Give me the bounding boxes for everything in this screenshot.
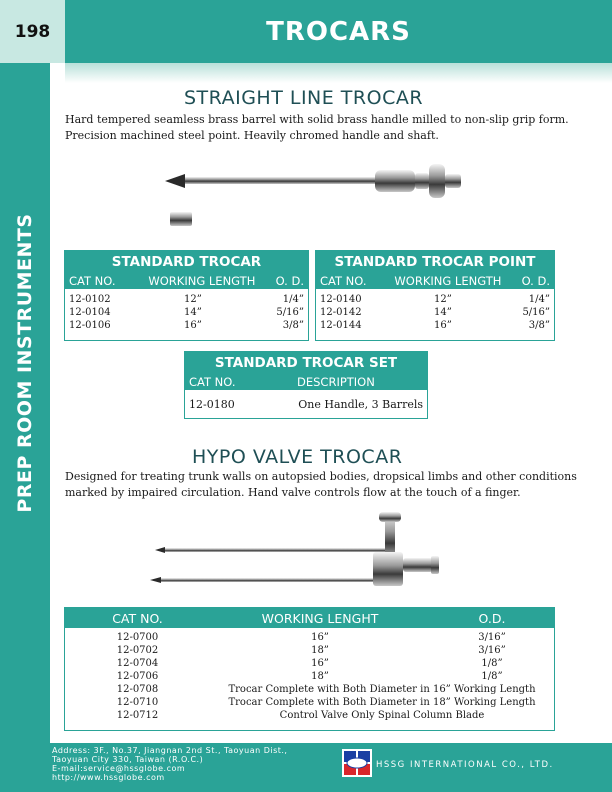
cat-no-cell: 12-0142 [320, 307, 362, 318]
description-cell: Trocar Complete with Both Diameter in 18” Working Length [228, 697, 536, 708]
footer-contact [52, 746, 287, 782]
length-cell: 18” [311, 671, 329, 682]
standard-trocar-table-title: STANDARD TROCAR [65, 251, 308, 273]
table-row [316, 319, 554, 332]
sidebar-label: PREP ROOM INSTRUMENTS [14, 213, 36, 513]
od-cell: 3/8” [282, 320, 304, 331]
col-working-length: WORKING LENGHT [261, 610, 379, 626]
hypo-trocar-table [64, 607, 555, 731]
table-row [316, 306, 554, 319]
straight-desc-line1: Hard tempered seamless brass barrel with solid brass handle milled to non-slip grip form. [65, 113, 569, 126]
length-cell: 18” [311, 645, 329, 656]
standard-point-table-title: STANDARD TROCAR POINT [316, 251, 554, 273]
footer-address-line1: Address: 3F., No.37, Jiangnan 2nd St., Taoyuan Dist., [52, 746, 288, 755]
cat-no-cell: 12-0710 [116, 697, 159, 708]
od-cell: 1/8” [481, 658, 503, 669]
standard-trocar-point-table [315, 250, 555, 341]
cat-no-cell: 12-0708 [116, 684, 159, 695]
valve-knob [379, 512, 401, 522]
od-cell: 1/8” [481, 671, 503, 682]
trocar-shaft-shape [185, 177, 385, 184]
upper-needle-point [155, 547, 165, 553]
footer-address-line2: Taoyuan City 330, Taiwan (R.O.C.) [52, 755, 204, 764]
cat-no-cell: 12-0106 [69, 320, 111, 331]
trocar-barrel-piece [170, 212, 192, 226]
table-row [65, 293, 308, 306]
description-cell: One Handle, 3 Barrels [298, 398, 423, 411]
standard-trocar-header-row [65, 273, 308, 289]
company-logo-icon [342, 749, 372, 777]
cat-no-cell: 12-0102 [69, 294, 111, 305]
col-cat-no: CAT NO. [320, 274, 367, 288]
cat-no-cell: 12-0144 [320, 320, 362, 331]
length-cell: 14” [184, 307, 202, 318]
cat-no-cell: 12-0702 [116, 645, 159, 656]
cat-no-cell: 12-0704 [116, 658, 159, 669]
table-row [65, 657, 554, 670]
hypo-trocar-title: HYPO VALVE TROCAR [192, 446, 403, 468]
table-row [185, 398, 427, 411]
company-name: HSSG INTERNATIONAL CO., LTD. [376, 760, 554, 770]
col-working-length: WORKING LENGTH [394, 274, 502, 288]
valve-nozzle-tip [431, 556, 439, 574]
description-cell: Trocar Complete with Both Diameter in 16” Working Length [228, 684, 536, 695]
table-row [65, 670, 554, 683]
upper-needle-shaft [165, 548, 390, 552]
trocar-handle-ring [415, 173, 429, 189]
od-cell: 3/16” [478, 645, 506, 656]
footer-web-link[interactable]: http://www.hssglobe.com [52, 773, 165, 782]
table-row [65, 709, 554, 722]
standard-set-header-row [185, 374, 427, 390]
col-od: O. D. [521, 274, 550, 288]
length-cell: 12” [434, 294, 452, 305]
trocar-handle-shape [375, 170, 415, 192]
od-cell: 1/4” [528, 294, 551, 305]
page-title: TROCARS [266, 16, 411, 47]
sidebar [0, 63, 50, 743]
length-cell: 14” [434, 307, 452, 318]
page-number [0, 0, 65, 63]
lower-needle-shaft [161, 578, 376, 582]
length-cell: 16” [311, 658, 329, 669]
footer-email-link[interactable]: E-mail:service@hssglobe.com [52, 764, 186, 773]
col-cat-no: CAT NO. [112, 610, 163, 626]
description-cell: Control Valve Only Spinal Column Blade [279, 710, 485, 721]
header-band [65, 63, 612, 83]
col-cat-no: CAT NO. [189, 375, 236, 389]
col-working-length: WORKING LENGTH [148, 274, 256, 288]
table-row [65, 319, 308, 332]
straight-desc-line2: Precision machined steel point. Heavily chromed handle and shaft. [65, 129, 439, 142]
hypo-desc-line2: marked by impaired circulation. Hand valve controls flow at the touch of a finger. [65, 486, 521, 499]
col-description: DESCRIPTION [297, 375, 375, 389]
cat-no-cell: 12-0706 [116, 671, 159, 682]
trocar-point-shape [165, 174, 185, 188]
table-row [65, 306, 308, 319]
table-row [65, 644, 554, 657]
straight-trocar-title: STRAIGHT LINE TROCAR [184, 87, 424, 109]
standard-point-header-row [316, 273, 554, 289]
trocar-handle-grip [429, 164, 445, 198]
standard-trocar-set-table [184, 351, 428, 419]
page-number-text: 198 [14, 21, 51, 42]
col-od: O.D. [478, 610, 506, 626]
standard-set-table-title: STANDARD TROCAR SET [185, 352, 427, 374]
header-bar [65, 0, 612, 63]
length-cell: 16” [184, 320, 202, 331]
col-cat-no: CAT NO. [69, 274, 116, 288]
table-row [316, 293, 554, 306]
length-cell: 16” [434, 320, 452, 331]
table-row [65, 683, 554, 696]
cat-no-cell: 12-0140 [320, 294, 362, 305]
od-cell: 3/8” [528, 320, 551, 331]
od-cell: 3/16” [478, 632, 506, 643]
length-cell: 16” [311, 632, 329, 643]
trocar-handle-end [445, 174, 461, 188]
cat-no-cell: 12-0700 [116, 632, 159, 643]
od-cell: 5/16” [276, 307, 304, 318]
table-row [65, 696, 554, 709]
straight-trocar-description [65, 112, 569, 144]
length-cell: 12” [184, 294, 202, 305]
cat-no-cell: 12-0180 [189, 398, 235, 411]
hypo-table-header-row [65, 608, 554, 628]
col-od: O. D. [275, 274, 304, 288]
hypo-trocar-image [145, 508, 445, 592]
table-spacer [185, 390, 427, 398]
hypo-trocar-description [65, 469, 577, 501]
hypo-desc-line1: Designed for treating trunk walls on autopsied bodies, dropsical limbs and other conditions [65, 470, 577, 483]
valve-nozzle [403, 558, 433, 572]
cat-no-cell: 12-0712 [116, 710, 159, 721]
lower-needle-point [150, 577, 161, 583]
od-cell: 5/16” [522, 307, 551, 318]
valve-body [373, 552, 403, 586]
table-row [65, 631, 554, 644]
straight-trocar-image [160, 160, 480, 230]
od-cell: 1/4” [282, 294, 304, 305]
cat-no-cell: 12-0104 [69, 307, 111, 318]
standard-trocar-table [64, 250, 309, 341]
